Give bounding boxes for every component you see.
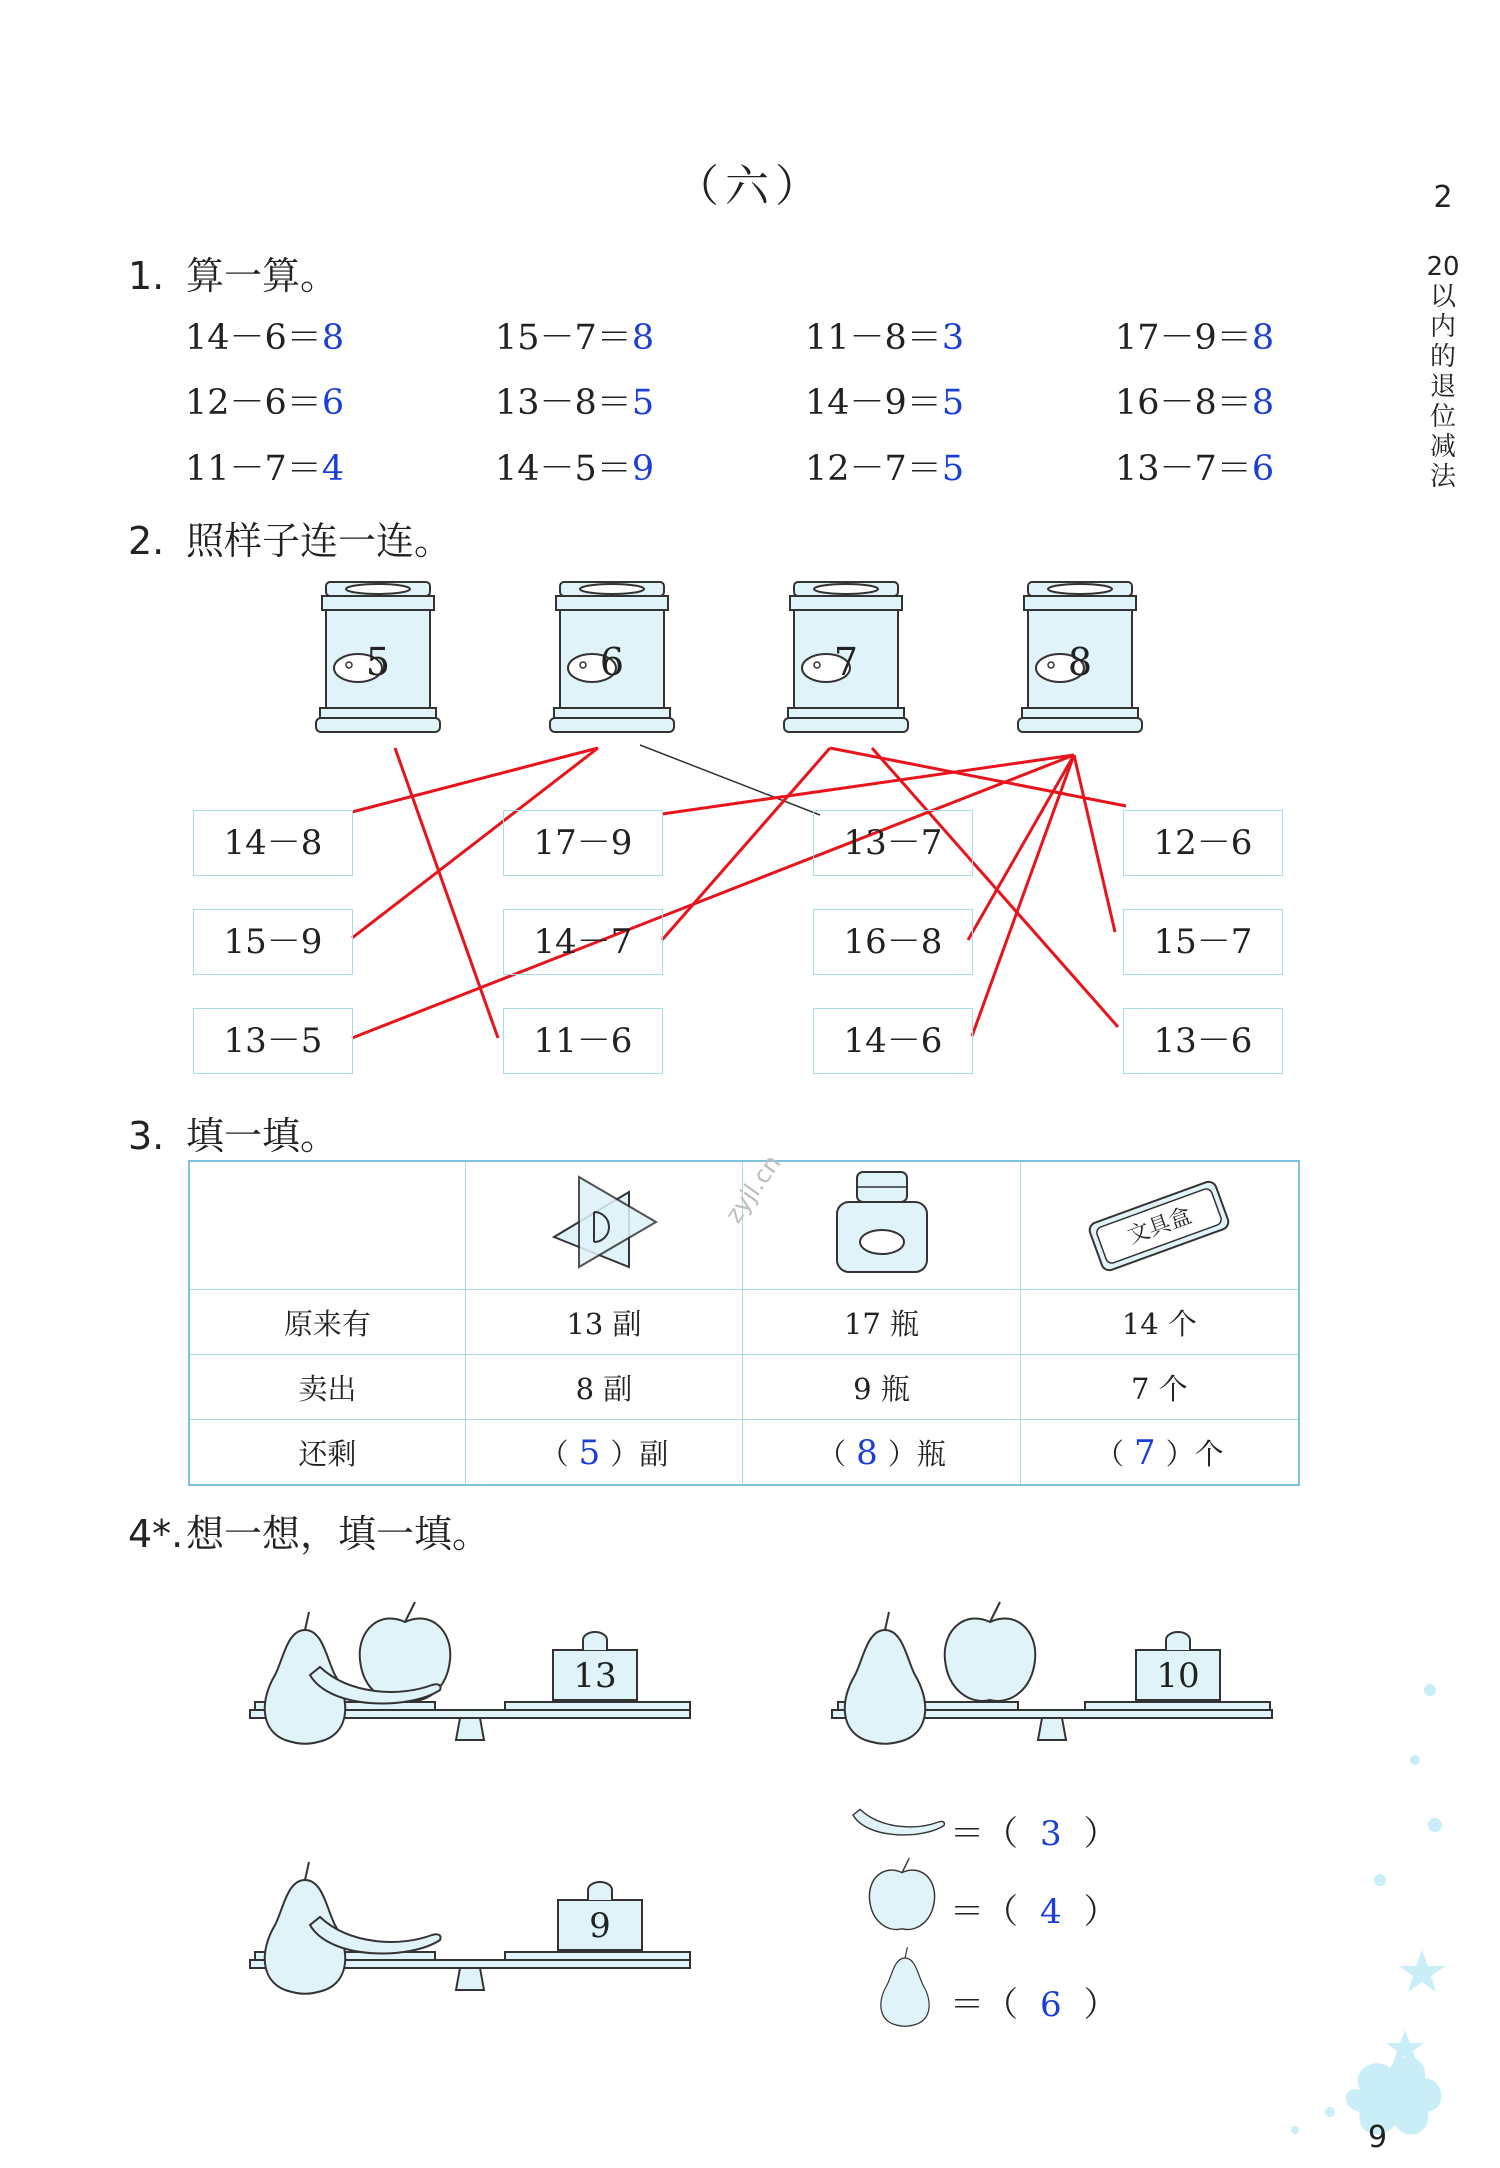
q1-number: 1.: [128, 254, 165, 298]
expr-box-13-5[interactable]: 13－5: [193, 1008, 353, 1074]
expr-box-17-9[interactable]: 17－9: [503, 810, 663, 876]
q4-label: 想一想，填一填。: [186, 1512, 491, 1556]
pencil-box-label: 文具盒: [1124, 1202, 1196, 1249]
page-title: （六）: [675, 161, 825, 212]
q1-eq-2-1: 14－5＝9: [495, 449, 655, 489]
expr-box-13-7[interactable]: 13－7: [813, 810, 973, 876]
apple-icon: [869, 1858, 934, 1929]
q1-eq-1-1: 13－8＝5: [495, 383, 655, 423]
ink-bottle-cell: [743, 1161, 1020, 1290]
answer-remaining-box: 7: [1134, 1432, 1156, 1473]
banana-icon: [853, 1809, 944, 1835]
cell-remaining-ruler[interactable]: （ 5 ）副: [465, 1420, 743, 1486]
cell-sold-ink: 9 瓶: [743, 1355, 1020, 1420]
triangle-ruler-cell: [465, 1161, 743, 1290]
row-label-sold: 卖出: [189, 1355, 465, 1420]
jar-label-6: 6: [599, 640, 625, 684]
q1-eq-0-2: 11－8＝3: [805, 318, 965, 358]
q1-label: 算一算。: [186, 254, 339, 298]
expr-box-13-6[interactable]: 13－6: [1123, 1008, 1283, 1074]
expr-box-11-6[interactable]: 11－6: [503, 1008, 663, 1074]
answer-remaining-ruler: 5: [578, 1432, 601, 1473]
scale-3: [250, 1862, 690, 1994]
q1-eq-1-0: 12－6＝6: [185, 383, 345, 423]
page-number: 9: [1368, 2120, 1388, 2155]
pear-icon: [881, 1947, 929, 2026]
q1-eq-0-3: 17－9＝8: [1115, 318, 1275, 358]
expr-box-12-6[interactable]: 12－6: [1123, 810, 1283, 876]
q2-label: 照样子连一连。: [186, 519, 453, 563]
cell-remaining-box[interactable]: （ 7 ）个: [1020, 1420, 1299, 1486]
q2-number: 2.: [128, 519, 165, 563]
q1-eq-2-2: 12－7＝5: [805, 449, 965, 489]
expr-box-15-7[interactable]: 15－7: [1123, 909, 1283, 975]
cell-original-box: 14 个: [1020, 1290, 1299, 1355]
q1-eq-2-3: 13－7＝6: [1115, 449, 1275, 489]
chapter-topic: 20以内的退位减法: [1426, 252, 1460, 492]
answer-pear[interactable]: 6: [1040, 1985, 1062, 2025]
cell-original-ink: 17 瓶: [743, 1290, 1020, 1355]
weight-10: 10: [1156, 1656, 1200, 1696]
cell-sold-box: 7 个: [1020, 1355, 1299, 1420]
weight-9: 9: [589, 1906, 611, 1946]
answer-apple[interactable]: 4: [1040, 1892, 1062, 1932]
apple-equation: ＝（ 4 ）: [950, 1892, 1118, 1932]
row-label-original: 原来有: [189, 1290, 465, 1355]
row-label-remaining: 还剩: [189, 1420, 465, 1486]
q1-eq-0-0: 14－6＝8: [185, 318, 345, 358]
q3-heading: [128, 1105, 338, 1160]
q3-number: 3.: [128, 1114, 165, 1158]
jar-label-7: 7: [833, 640, 859, 684]
pencil-box-cell: [1020, 1161, 1299, 1290]
expr-box-14-6[interactable]: 14－6: [813, 1008, 973, 1074]
cell-remaining-ink[interactable]: （ 8 ）瓶: [743, 1420, 1020, 1486]
connection-lines: [352, 748, 1126, 1038]
q4-heading: [128, 1503, 490, 1558]
answer-remaining-ink: 8: [856, 1432, 878, 1473]
expr-box-15-9[interactable]: 15－9: [193, 909, 353, 975]
table-corner: [189, 1161, 465, 1290]
q1-eq-1-3: 16－8＝8: [1115, 383, 1275, 423]
jar-label-8: 8: [1067, 640, 1093, 684]
expr-box-14-8[interactable]: 14－8: [193, 810, 353, 876]
q1-eq-2-0: 11－7＝4: [185, 449, 345, 489]
triangle-ruler-icon: [544, 1172, 664, 1272]
expr-box-16-8[interactable]: 16－8: [813, 909, 973, 975]
q3-label: 填一填。: [186, 1114, 339, 1158]
banana-equation: ＝（ 3 ）: [950, 1814, 1118, 1854]
scale-1: [250, 1602, 690, 1744]
chapter-number: 2: [1433, 180, 1453, 215]
answer-banana[interactable]: 3: [1040, 1814, 1062, 1854]
weight-13: 13: [573, 1656, 617, 1696]
star-decoration: [1200, 1650, 1500, 2168]
cell-original-ruler: 13 副: [465, 1290, 743, 1355]
jar-label-5: 5: [365, 640, 391, 684]
q1-eq-1-2: 14－9＝5: [805, 383, 965, 423]
expr-box-14-7[interactable]: 14－7: [503, 909, 663, 975]
q1-eq-0-1: 15－7＝8: [495, 318, 655, 358]
watermark: zyjl.cn: [719, 1149, 787, 1229]
pear-equation: ＝（ 6 ）: [950, 1985, 1118, 2025]
cell-sold-ruler: 8 副: [465, 1355, 743, 1420]
q4-number: 4*.: [128, 1512, 184, 1556]
ink-bottle-icon: [827, 1167, 937, 1277]
